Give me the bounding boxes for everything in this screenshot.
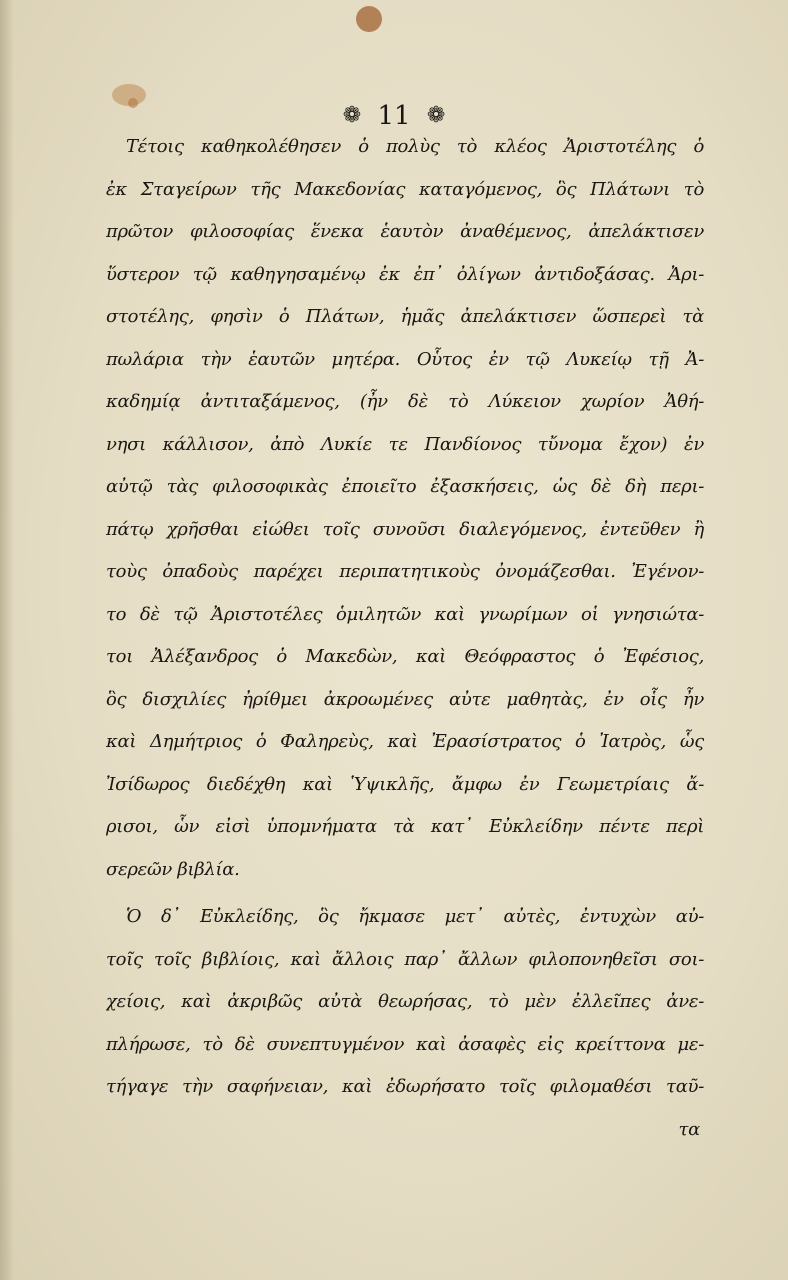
ornament-right-icon: ❁	[426, 103, 446, 128]
text-line: στοτέλης, φησὶν ὁ Πλάτων, ἡμᾶς ἀπελάκτισεν ὥσπερεὶ τὰ	[106, 306, 704, 327]
text-line: τοι Ἀλέξανδρος ὁ Μακεδὼν, καὶ Θεόφραστος ὁ Ἐφέσιος,	[106, 646, 704, 667]
text-line: ἐκ Σταγείρων τῆς Μακεδονίας καταγόμενος, ὃς Πλάτωνι τὸ	[106, 178, 704, 200]
ink-stain	[356, 6, 382, 32]
text-line: ὕστερον τῷ καθηγησαμένῳ ἐκ ἐπ᾽ ὀλίγων ἀντιδοξάσας. Ἀρι-	[106, 263, 704, 285]
page-gutter-shadow	[0, 0, 14, 1280]
text-line: τοὺς ὀπαδοὺς παρέχει περιπατητικοὺς ὀνομάζεσθαι. Ἐγένον-	[106, 561, 704, 582]
text-line: Ἰσίδωρος διεδέχθη καὶ Ὑψικλῆς, ἄμφω ἐν Γεωμετρίαις ἄ-	[106, 773, 704, 795]
text-line-last: σερεῶν βιβλία.	[106, 858, 240, 880]
text-line: Τέτοις καθηκολέθησεν ὁ πολὺς τὸ κλέος Ἀριστοτέλης ὁ	[126, 136, 704, 157]
text-line: πάτῳ χρῆσθαι εἰώθει τοῖς συνοῦσι διαλεγόμενος, ἐντεῦθεν ἢ	[106, 518, 704, 540]
body-text	[106, 126, 704, 1151]
page-number: 11	[377, 101, 411, 131]
text-line: ρισοι, ὧν εἰσὶ ὑπομνήματα τὰ κατ᾽ Εὐκλείδην πέντε περὶ	[106, 816, 704, 837]
text-line: ὃς δισχιλίες ἠρίθμει ἀκροωμένες αὐτε μαθητὰς, ἐν οἷς ἦν	[106, 688, 704, 710]
text-line: πλήρωσε, τὸ δὲ συνεπτυγμένον καὶ ἀσαφὲς εἰς κρείττονα με-	[106, 1033, 704, 1055]
text-line: νησι κάλλισον, ἀπὸ Λυκίε τε Πανδίονος τὔνομα ἔχον) ἐν	[106, 433, 704, 455]
text-line: τήγαγε τὴν σαφήνειαν, καὶ ἐδωρήσατο τοῖς φιλομαθέσι ταῦ-	[106, 1076, 704, 1097]
text-line: πωλάρια τὴν ἑαυτῶν μητέρα. Οὗτος ἐν τῷ Λυκείῳ τῇ Ἀ-	[106, 348, 704, 370]
catchword: τα	[678, 1118, 700, 1140]
text-line: τοῖς τοῖς βιβλίοις, καὶ ἄλλοις παρ᾽ ἄλλων φιλοπονηθεῖσι σοι-	[106, 948, 704, 970]
text-line: Ὁ δ᾽ Εὐκλείδης, ὃς ἤκμασε μετ᾽ αὐτὲς, ἐντυχὼν αὐ-	[126, 906, 704, 927]
ornament-left-icon: ❁	[342, 103, 362, 128]
text-line: το δὲ τῷ Ἀριστοτέλες ὁμιλητῶν καὶ γνωρίμων οἱ γνησιώτα-	[106, 603, 704, 625]
text-line: καδημίᾳ ἀντιταξάμενος, (ἦν δὲ τὸ Λύκειον χωρίον Ἀθή-	[106, 391, 704, 412]
text-line: χείοις, καὶ ἀκριβῶς αὐτὰ θεωρήσας, τὸ μὲν ἐλλεῖπες ἀνε-	[106, 991, 704, 1012]
text-line: πρῶτον φιλοσοφίας ἕνεκα ἑαυτὸν ἀναθέμενος, ἀπελάκτισεν	[106, 221, 704, 242]
text-line: καὶ Δημήτριος ὁ Φαληρεὺς, καὶ Ἐρασίστρατος ὁ Ἰατρὸς, ὧς	[106, 731, 704, 752]
text-line: αὐτῷ τὰς φιλοσοφικὰς ἐποιεῖτο ἐξασκήσεις, ὡς δὲ δὴ περι-	[106, 476, 704, 497]
